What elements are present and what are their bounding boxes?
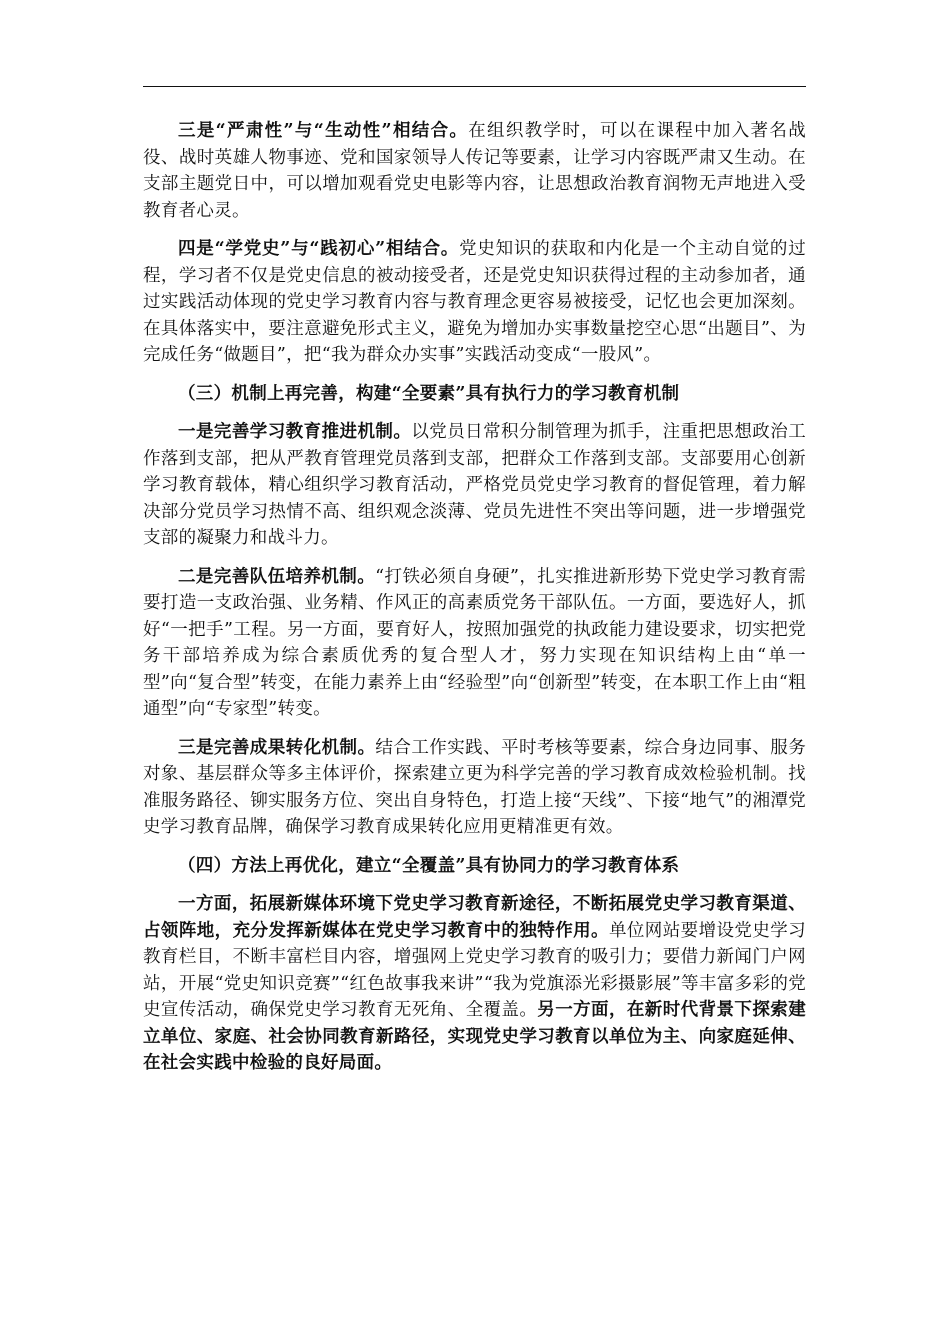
paragraph-seriousness-vividness xyxy=(143,118,806,224)
paragraph-team-training xyxy=(143,564,806,723)
paragraph-body: 以党员日常积分制管理为抓手，注重把思想政治工作落到支部，把从严教育管理党员落到支部，把群众工作落到支部。支部要用心创新学习教育载体，精心组织学习教育活动，严格党员党史学习教育的督促管理，着力解决部分党员学习热情不高、组织观念淡薄、党员先进性不突出等问题，进一步增强党支部的凝聚力和战斗力。 xyxy=(143,422,806,548)
paragraph-lead: 二是完善队伍培养机制。 xyxy=(178,566,376,587)
paragraph-lead: 一是完善学习教育推进机制。 xyxy=(178,422,412,442)
section-heading-3: （三）机制上再完善，构建“全要素”具有执行力的学习教育机制 xyxy=(178,383,680,404)
paragraph-body: “打铁必须自身硬”，扎实推进新形势下党史学习教育需要打造一支政治强、业务精、作风正的高素质党务干部队伍。一方面，要选好人，抓好“一把手”工程。另一方面，要育好人，按照加强党的执政能力建设要求，切实把党务干部培养成为综合素质优秀的复合型人才，努力实现在知识结构上由“单一型”向“复合型”转变，在能力素养上由“经验型”向“创新型”转变，在本职工作上由“粗通型”向“专家型”转变。 xyxy=(143,566,806,719)
paragraph-body: 在组织教学时，可以在课程中加入著名战役、战时英雄人物事迹、党和国家领导人传记等要素，让学习内容既严肃又生动。在支部主题党日中，可以增加观看党史电影等内容，让思想政治教育润物无声地进入受教育者心灵。 xyxy=(143,121,806,221)
paragraph-lead: 三是完善成果转化机制。 xyxy=(178,737,376,758)
paragraph-body: 党史知识的获取和内化是一个主动自觉的过程，学习者不仅是党史信息的被动接受者，还是党史知识获得过程的主动参加者，通过实践活动体现的党史学习教育内容与教育理念更容易被接受，记忆也会更加深刻。在具体落实中，要注意避免形式主义，避免为增加办实事数量挖空心思“出题目”、为完成任务“做题目”，把“我为群众办实事”实践活动变成“一股风”。 xyxy=(143,239,806,365)
document-body xyxy=(143,118,806,1089)
paragraph-lead: 一方面，拓展新媒体环境下党史学习教育新途径，不断拓展党史学习教育渠道、占领阵地，充分发挥新媒体在党史学习教育中的独特作用。 xyxy=(143,894,806,941)
paragraph-new-media xyxy=(143,891,806,1077)
paragraph-history-mission xyxy=(143,236,806,369)
paragraph-lead: 三是“严肃性”与“生动性”相结合。 xyxy=(178,121,469,141)
paragraph-lead: 四是“学党史”与“践初心”相结合。 xyxy=(178,239,460,259)
section-heading-4: （四）方法上再优化，建立“全覆盖”具有协同力的学习教育体系 xyxy=(178,855,680,876)
header-rule xyxy=(143,86,806,87)
paragraph-body: 单位网站要增设党史学习教育栏目，不断丰富栏目内容，增强网上党史学习教育的吸引力；要借力新闻门户网站，开展“党史知识竞赛”“红色故事我来讲”“我为党旗添光彩摄影展”等丰富多彩的党史宣传活动，确保党史学习教育无死角、全覆盖。 xyxy=(143,920,806,1020)
paragraph-promotion-mechanism xyxy=(143,419,806,552)
paragraph-body: 结合工作实践、平时考核等要素，综合身边同事、服务对象、基层群众等多主体评价，探索建立更为科学完善的学习教育成效检验机制。找准服务路径、铆实服务方位、突出自身特色，打造上接“天线”、下接“地气”的湘潭党史学习教育品牌，确保学习教育成果转化应用更精准更有效。 xyxy=(143,737,806,837)
paragraph-tail: 另一方面，在新时代背景下探索建立单位、家庭、社会协同教育新路径，实现党史学习教育以单位为主、向家庭延伸、在社会实践中检验的良好局面。 xyxy=(143,1000,806,1073)
paragraph-result-conversion xyxy=(143,735,806,841)
